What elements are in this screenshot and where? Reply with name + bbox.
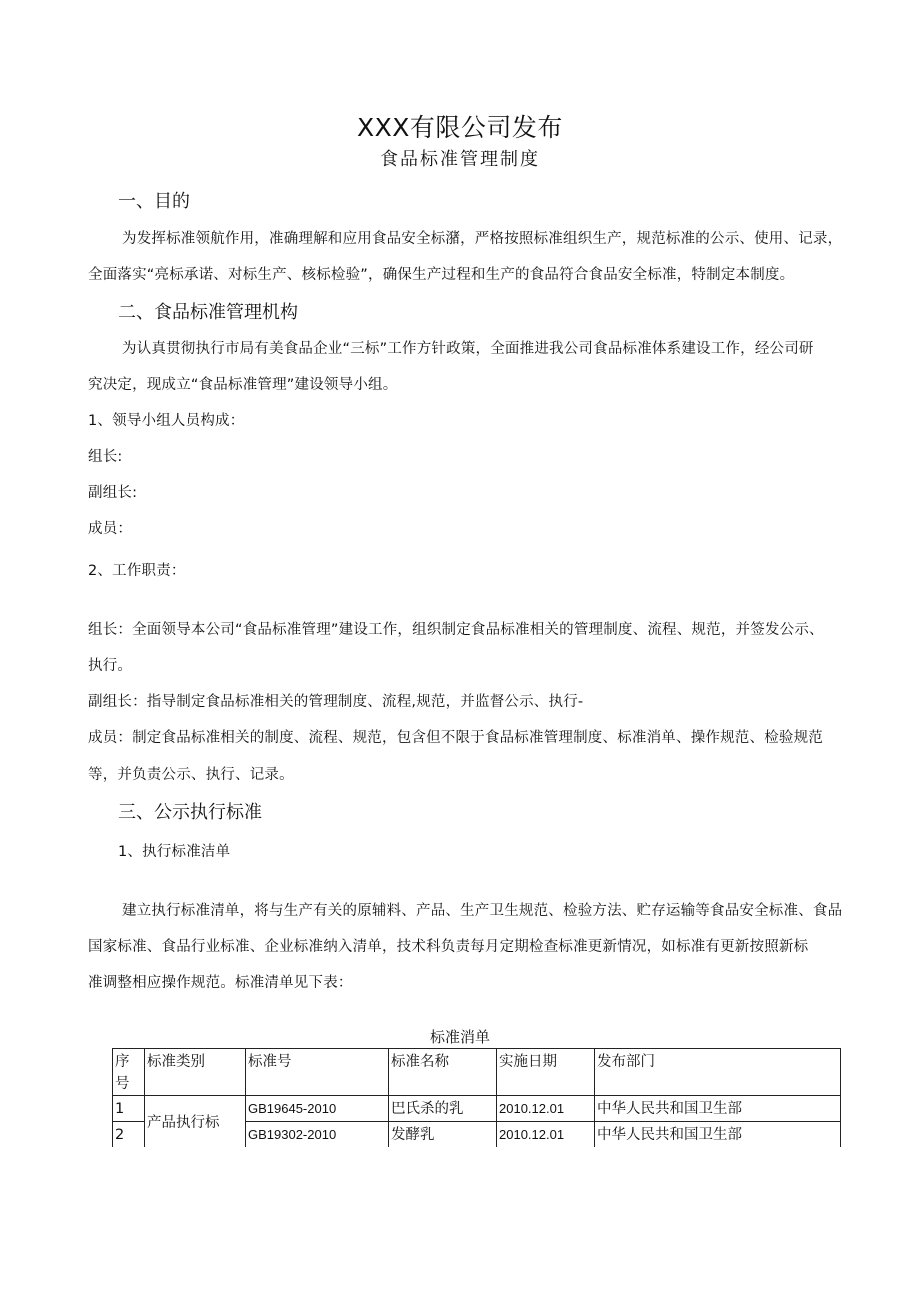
- standards-paragraph-line2: 国家标准、食品行业标准、企业标准纳入清单，技术科负责每月定期检查标准更新情况，如标准有更新按照新标: [88, 939, 809, 955]
- member-duty-line1: 成员：制定食品标准相关的制度、流程、规范，包含但不限于食品标准管理制度、标准消单、操作规范、检验规范: [88, 730, 823, 746]
- row-standard-name: 巴氏杀的乳: [389, 1096, 497, 1122]
- header-date: 实施日期: [497, 1049, 595, 1096]
- row-standard-number: GB19645-2010: [246, 1096, 389, 1122]
- row-category: 产品执行标: [145, 1096, 246, 1148]
- row-date: 2010.12.01: [497, 1096, 595, 1122]
- row-seq: 1: [113, 1096, 145, 1122]
- section-heading-purpose: 一、目的: [118, 191, 190, 212]
- leader-duty-line1: 组长：全面领导本公司“食品标准管理”建设工作，组织制定食品标准相关的管理制度、流程、规范，并签发公示、: [88, 622, 824, 638]
- table-row: [113, 1096, 841, 1122]
- leader-label: 组长:: [88, 449, 123, 465]
- header-seq: [113, 1049, 145, 1096]
- row-dept: 中华人民共和国卫生部: [595, 1122, 841, 1148]
- document-title: XXX有限公司发布: [357, 113, 563, 142]
- header-seq-line2: 号: [115, 1076, 130, 1092]
- standards-table: [112, 1048, 841, 1148]
- table-caption: 标准消单: [429, 1028, 490, 1046]
- organization-paragraph-line2: 究决定，现成立“食品标准管理”建设领导小组。: [88, 377, 398, 393]
- document-subtitle: 食品标准管理制度: [380, 149, 540, 170]
- section-heading-organization: 二、食品标准管理机构: [118, 302, 298, 323]
- member-label: 成员：: [88, 521, 133, 537]
- standards-list-subheading: 1、执行标准洁单: [118, 844, 231, 860]
- row-seq: 2: [113, 1122, 145, 1148]
- page-cut-mask: [100, 1147, 860, 1177]
- header-name: 标准名称: [389, 1049, 497, 1096]
- header-number: 标准号: [246, 1049, 389, 1096]
- purpose-paragraph-line2: 全面落实“亮标承诺、对标生产、核标检验”，确保生产过程和生产的食品符合食品安全标准，特制定本制度。: [88, 267, 795, 283]
- purpose-paragraph-line1: 为发挥标准领航作用，准确理解和应用食品安全标潴，严格按照标准组织生产，规范标准的公示、使用、记录，: [122, 231, 843, 247]
- member-duty-line2: 等，并负责公示、执行、记录。: [88, 767, 294, 783]
- header-seq-line1: 序: [115, 1054, 130, 1070]
- table-header-row: [113, 1049, 841, 1096]
- row-standard-number: GB19302-2010: [246, 1122, 389, 1148]
- header-dept: 发布部门: [595, 1049, 841, 1096]
- leader-duty-line2: 执行。: [88, 658, 133, 674]
- section-heading-standards: 三、公示执行标准: [118, 802, 262, 823]
- organization-paragraph-line1: 为认真贯彻执行市局有美食品企业“三标”工作方针政策，全面推进我公司食品标准体系建设工作，经公司研: [122, 341, 814, 357]
- duties-item: 2、工作职责：: [88, 563, 186, 579]
- deputy-duty: 副组长：指导制定食品标准相关的管理制度、流程,规范，并监督公示、执行-: [88, 694, 584, 710]
- leadership-composition-item: 1、领导小组人员构成：: [88, 413, 245, 429]
- row-standard-name: 发酵乳: [389, 1122, 497, 1148]
- deputy-leader-label: 副组长:: [88, 485, 138, 501]
- header-category: 标准类别: [145, 1049, 246, 1096]
- standards-paragraph-line3: 准调整相应操作规范。标准清单见下表：: [88, 975, 353, 991]
- row-date: 2010.12.01: [497, 1122, 595, 1148]
- row-dept: 中华人民共和国卫生部: [595, 1096, 841, 1122]
- standards-paragraph-line1: 建立执行标准清单，将与生产有关的原辅料、产品、生产卫生规范、检验方法、贮存运输等食品安全标准、食品: [122, 903, 843, 919]
